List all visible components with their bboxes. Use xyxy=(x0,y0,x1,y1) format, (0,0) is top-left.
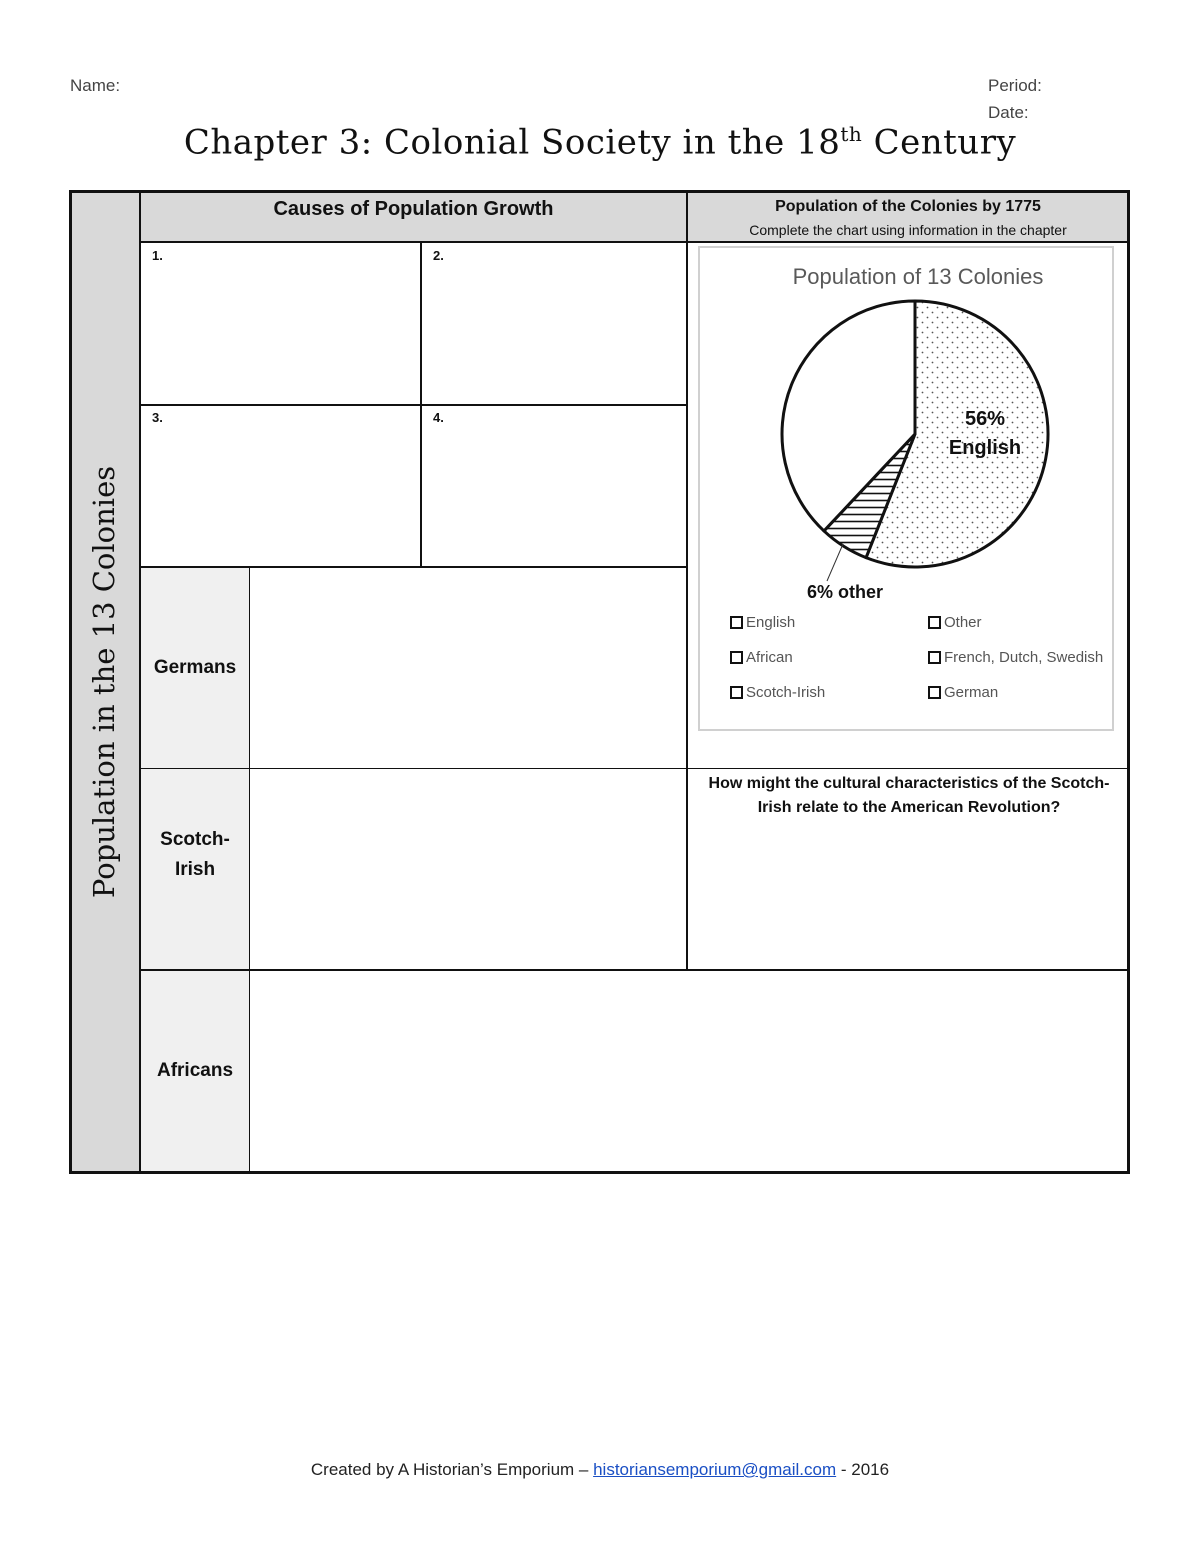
period-label: Period: xyxy=(988,76,1042,95)
legend-other: Other xyxy=(928,614,982,631)
legend-french-dutch-swedish: French, Dutch, Swedish xyxy=(928,649,1103,666)
revolution-question: How might the cultural characteristics of the Scotch-Irish relate to the American Revolution? xyxy=(708,775,1110,816)
legend-scotch-irish: Scotch-Irish xyxy=(730,684,825,701)
footer-suffix: - 2016 xyxy=(836,1460,890,1479)
date-label: Date: xyxy=(988,103,1029,122)
legend-german: German xyxy=(928,684,998,701)
legend-swatch-african xyxy=(730,651,743,664)
other-value-label: 6% other xyxy=(806,582,884,602)
question-answer-area[interactable] xyxy=(690,822,1126,968)
legend-swatch-english xyxy=(730,616,743,629)
footer-prefix: Created by A Historian’s Emporium – xyxy=(310,1460,594,1479)
legend-swatch-scotch-irish xyxy=(730,686,743,699)
population-subheader: Complete the chart using information in the chapter xyxy=(749,222,1067,238)
cause-3-answer-area[interactable] xyxy=(143,407,419,565)
causes-header: Causes of Population Growth xyxy=(273,198,554,220)
cause-4-answer-area[interactable] xyxy=(423,407,685,565)
title-superscript: th xyxy=(840,122,863,146)
row-label-scotch-irish-1: Scotch- xyxy=(160,829,230,850)
english-value-label: 56% xyxy=(964,408,1006,430)
germans-answer-area[interactable] xyxy=(251,569,685,767)
name-label: Name: xyxy=(70,76,121,95)
title-end: Century xyxy=(862,122,1017,163)
africans-answer-area[interactable] xyxy=(251,972,1126,1170)
legend-swatch-french-dutch-swedish xyxy=(928,651,941,664)
legend-swatch-other xyxy=(928,616,941,629)
cause-number-1: 1. xyxy=(152,248,163,263)
row-label-scotch-irish-2: Irish xyxy=(174,859,216,880)
cause-number-4: 4. xyxy=(433,410,444,425)
side-label: Population in the 13 Colonies xyxy=(87,465,121,899)
population-header: Population of the Colonies by 1775 xyxy=(775,198,1041,215)
row-label-germans: Germans xyxy=(153,657,237,678)
chart-title: Population of 13 Colonies xyxy=(792,264,1044,289)
footer xyxy=(0,1460,1200,1480)
row-label-africans: Africans xyxy=(156,1060,234,1081)
cause-number-2: 2. xyxy=(433,248,444,263)
legend-english: English xyxy=(730,614,795,631)
scotch-irish-answer-area[interactable] xyxy=(251,770,685,968)
cause-number-3: 3. xyxy=(152,410,163,425)
title-main: Chapter 3: Colonial Society in the 18 xyxy=(183,122,841,163)
cause-1-answer-area[interactable] xyxy=(143,245,419,403)
other-leader-line xyxy=(827,544,843,581)
legend-african: African xyxy=(730,649,793,666)
english-name-label: English xyxy=(948,437,1022,459)
footer-email-link[interactable]: historiansemporium@gmail.com xyxy=(593,1460,837,1479)
cause-2-answer-area[interactable] xyxy=(423,245,685,403)
legend-swatch-german xyxy=(928,686,941,699)
